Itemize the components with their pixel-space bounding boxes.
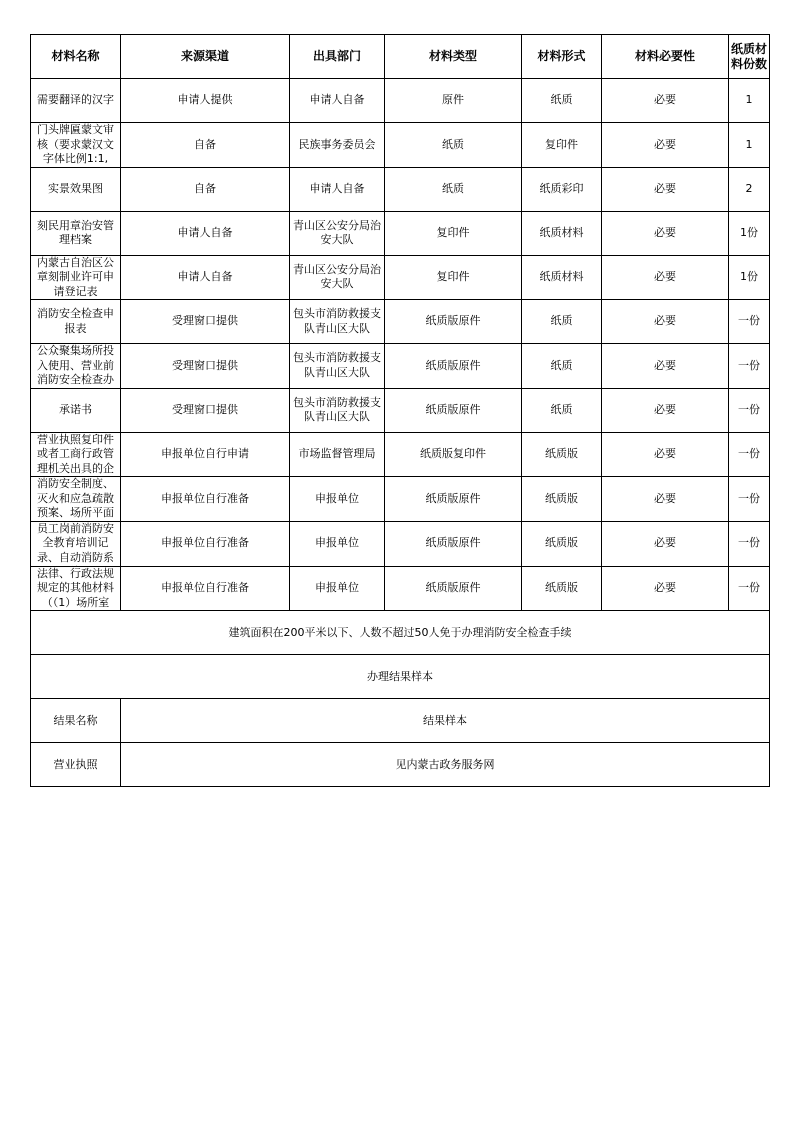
type-cell: [385, 521, 522, 566]
source-text: 申请人自备: [177, 270, 233, 283]
form-cell: [522, 521, 602, 566]
table-header-row: [31, 35, 770, 79]
material-name-text: 刻民用章治安管理档案: [37, 218, 114, 246]
type-text: 复印件: [436, 225, 470, 239]
source-cell: [121, 123, 290, 168]
copies-text: 2: [745, 181, 753, 195]
copies-text: 一份: [738, 314, 760, 328]
necessity-text: 必要: [654, 225, 676, 239]
form-cell: [522, 211, 602, 255]
result-name-header: 结果名称: [31, 699, 121, 743]
type-cell: [385, 432, 522, 477]
copies-cell: [729, 255, 770, 300]
copies-cell: [729, 123, 770, 168]
source-text: 受理窗口提供: [172, 314, 238, 328]
material-name-cell: [31, 521, 121, 566]
necessity-cell: [602, 432, 729, 477]
table-row: [31, 79, 770, 123]
source-text: 自备: [194, 181, 216, 195]
necessity-text: 必要: [654, 93, 676, 107]
type-text: 纸质版原件: [425, 314, 481, 328]
necessity-text: 必要: [654, 491, 676, 505]
header-form: 材料形式: [522, 35, 602, 79]
form-text: 纸质: [550, 314, 573, 328]
source-cell: [121, 300, 290, 344]
table-row: [31, 167, 770, 211]
table-row: [31, 300, 770, 344]
source-text: 申报单位自行申请: [161, 447, 249, 460]
table-row: [31, 432, 770, 477]
dept-text: 包头市消防救援支队青山区大队: [293, 395, 381, 423]
necessity-cell: [602, 123, 729, 168]
form-cell: [522, 344, 602, 389]
copies-cell: [729, 477, 770, 522]
copies-text: 一份: [738, 581, 760, 594]
table-row: [31, 388, 770, 432]
dept-text: 申报单位: [315, 581, 359, 594]
result-header-row: [31, 699, 770, 743]
table-row: [31, 566, 770, 611]
necessity-text: 必要: [654, 447, 676, 460]
copies-cell: [729, 432, 770, 477]
material-name-text: 门头牌匾蒙文审核（要求蒙汉文字体比例1:1,: [37, 123, 114, 165]
necessity-cell: [602, 211, 729, 255]
copies-cell: [729, 167, 770, 211]
type-text: 纸质版原件: [425, 402, 481, 416]
table-row: [31, 255, 770, 300]
source-text: 申报单位自行准备: [161, 536, 249, 550]
form-text: 纸质版: [545, 491, 578, 505]
dept-cell: [290, 167, 385, 211]
material-name-text: 内蒙古自治区公章刻制业许可申请登记表: [37, 255, 114, 298]
copies-cell: [729, 566, 770, 611]
copies-cell: [729, 79, 770, 123]
type-cell: [385, 344, 522, 389]
material-name-cell: [31, 167, 121, 211]
form-cell: [522, 477, 602, 522]
type-text: 纸质版原件: [425, 491, 481, 505]
type-cell: [385, 300, 522, 344]
source-cell: [121, 344, 290, 389]
material-name-text: 承诺书: [59, 402, 92, 416]
form-text: 纸质版: [545, 536, 578, 550]
header-type: 材料类型: [385, 35, 522, 79]
material-name-cell: [31, 477, 121, 522]
result-sample-header: 结果样本: [121, 699, 770, 743]
header-material-name: 材料名称: [31, 35, 121, 79]
source-cell: [121, 255, 290, 300]
form-text: 纸质: [550, 93, 573, 107]
necessity-text: 必要: [654, 270, 676, 283]
type-cell: [385, 477, 522, 522]
source-text: 申报单位自行准备: [161, 581, 249, 594]
copies-cell: [729, 344, 770, 389]
copies-text: 1份: [740, 225, 758, 239]
section-title-row: [31, 655, 770, 699]
source-cell: [121, 477, 290, 522]
exemption-note: 建筑面积在200平米以下、人数不超过50人免于办理消防安全检查手续: [31, 611, 770, 655]
source-cell: [121, 79, 290, 123]
dept-text: 青山区公安分局治安大队: [293, 262, 381, 291]
dept-cell: [290, 566, 385, 611]
type-text: 纸质: [442, 137, 464, 151]
dept-text: 市场监督管理局: [298, 447, 376, 460]
form-cell: [522, 167, 602, 211]
form-text: 纸质彩印: [539, 181, 584, 195]
copies-text: 1: [745, 93, 753, 107]
dept-cell: [290, 79, 385, 123]
section-title: 办理结果样本: [31, 655, 770, 699]
type-text: 纸质: [442, 181, 464, 195]
copies-cell: [729, 388, 770, 432]
source-text: 受理窗口提供: [172, 402, 238, 416]
dept-text: 申报单位: [315, 536, 359, 550]
source-cell: [121, 388, 290, 432]
dept-cell: [290, 477, 385, 522]
necessity-text: 必要: [654, 314, 676, 328]
type-cell: [385, 167, 522, 211]
material-name-text: 需要翻译的汉字: [37, 93, 114, 107]
necessity-cell: [602, 300, 729, 344]
source-text: 申报单位自行准备: [161, 491, 249, 505]
type-text: 纸质版原件: [425, 581, 481, 594]
header-necessity: 材料必要性: [602, 35, 729, 79]
copies-text: 1份: [740, 270, 758, 283]
material-name-text: 营业执照复印件或者工商行政管理机关出具的企: [37, 432, 114, 475]
dept-text: 包头市消防救援支队青山区大队: [293, 351, 381, 379]
type-text: 纸质版复印件: [420, 447, 486, 460]
source-text: 申请人提供: [177, 93, 233, 107]
copies-text: 一份: [738, 358, 760, 372]
form-cell: [522, 566, 602, 611]
copies-text: 一份: [738, 491, 760, 505]
dept-text: 青山区公安分局治安大队: [293, 218, 381, 246]
necessity-cell: [602, 388, 729, 432]
necessity-cell: [602, 167, 729, 211]
form-text: 纸质版: [545, 581, 578, 594]
material-name-cell: [31, 255, 121, 300]
material-name-cell: [31, 79, 121, 123]
source-cell: [121, 521, 290, 566]
material-name-cell: [31, 432, 121, 477]
source-cell: [121, 167, 290, 211]
dept-text: 包头市消防救援支队青山区大队: [293, 307, 381, 335]
form-text: 复印件: [545, 137, 578, 151]
dept-cell: [290, 123, 385, 168]
material-name-text: 员工岗前消防安全教育培训记录、自动消防系: [37, 521, 114, 564]
dept-text: 申请人自备: [309, 181, 365, 195]
necessity-text: 必要: [654, 402, 676, 416]
material-name-text: 消防安全制度、灭火和应急疏散预案、场所平面: [37, 477, 114, 519]
table-row: [31, 211, 770, 255]
header-copies: 纸质材料份数: [729, 35, 770, 79]
necessity-text: 必要: [654, 358, 676, 372]
material-name-text: 消防安全检查申报表: [37, 307, 114, 335]
type-cell: [385, 566, 522, 611]
necessity-cell: [602, 521, 729, 566]
type-cell: [385, 211, 522, 255]
material-name-cell: [31, 388, 121, 432]
form-cell: [522, 300, 602, 344]
dept-cell: [290, 388, 385, 432]
copies-cell: [729, 521, 770, 566]
material-name-text: 公众聚集场所投入使用、营业前消防安全检查办: [37, 344, 114, 386]
dept-cell: [290, 344, 385, 389]
form-cell: [522, 79, 602, 123]
necessity-cell: [602, 477, 729, 522]
form-text: 纸质材料: [539, 270, 584, 283]
necessity-cell: [602, 255, 729, 300]
header-dept: 出具部门: [290, 35, 385, 79]
dept-cell: [290, 521, 385, 566]
copies-text: 一份: [738, 536, 760, 550]
dept-cell: [290, 211, 385, 255]
dept-cell: [290, 300, 385, 344]
type-cell: [385, 123, 522, 168]
copies-cell: [729, 300, 770, 344]
necessity-text: 必要: [654, 137, 676, 151]
necessity-cell: [602, 344, 729, 389]
necessity-text: 必要: [654, 581, 676, 594]
dept-text: 申请人自备: [309, 93, 365, 107]
result-sample: 见内蒙古政务服务网: [121, 743, 770, 787]
form-cell: [522, 388, 602, 432]
form-cell: [522, 123, 602, 168]
result-row: [31, 743, 770, 787]
type-text: 复印件: [436, 270, 470, 283]
copies-text: 1: [745, 137, 753, 151]
copies-cell: [729, 211, 770, 255]
type-text: 纸质版原件: [425, 536, 481, 550]
note-row: [31, 611, 770, 655]
type-cell: [385, 79, 522, 123]
table-row: [31, 521, 770, 566]
source-text: 受理窗口提供: [172, 358, 238, 372]
material-name-cell: [31, 300, 121, 344]
form-cell: [522, 255, 602, 300]
source-cell: [121, 566, 290, 611]
source-cell: [121, 432, 290, 477]
source-text: 申请人自备: [177, 225, 233, 239]
table-row: [31, 344, 770, 389]
form-text: 纸质: [550, 358, 573, 372]
source-cell: [121, 211, 290, 255]
form-text: 纸质版: [545, 447, 578, 460]
copies-text: 一份: [738, 447, 760, 460]
copies-text: 一份: [738, 402, 760, 416]
form-cell: [522, 432, 602, 477]
result-name: 营业执照: [31, 743, 121, 787]
form-text: 纸质: [550, 402, 573, 416]
type-text: 原件: [442, 93, 464, 107]
materials-table: [30, 34, 770, 787]
source-text: 自备: [194, 137, 216, 151]
type-text: 纸质版原件: [425, 358, 481, 372]
material-name-text: 法律、行政法规规定的其他材料（（1）场所室: [37, 566, 114, 609]
necessity-text: 必要: [654, 181, 676, 195]
table-row: [31, 123, 770, 168]
dept-cell: [290, 432, 385, 477]
material-name-text: 实景效果图: [48, 181, 103, 195]
type-cell: [385, 388, 522, 432]
header-source: 来源渠道: [121, 35, 290, 79]
dept-text: 民族事务委员会: [298, 137, 376, 151]
necessity-cell: [602, 566, 729, 611]
material-name-cell: [31, 123, 121, 168]
material-name-cell: [31, 344, 121, 389]
form-text: 纸质材料: [539, 225, 584, 239]
type-cell: [385, 255, 522, 300]
necessity-text: 必要: [654, 536, 676, 550]
material-name-cell: [31, 566, 121, 611]
dept-cell: [290, 255, 385, 300]
table-row: [31, 477, 770, 522]
necessity-cell: [602, 79, 729, 123]
dept-text: 申报单位: [315, 491, 359, 505]
material-name-cell: [31, 211, 121, 255]
